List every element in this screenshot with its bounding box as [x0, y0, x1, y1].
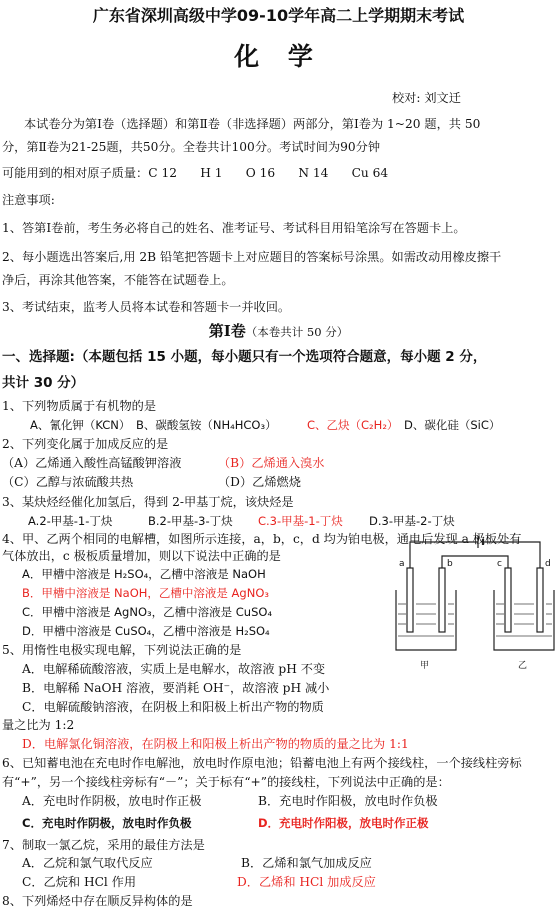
q1-stem: 1、下列物质属于有机物的是 [2, 399, 157, 413]
q2-stem: 2、下列变化属于加成反应的是 [2, 437, 169, 451]
q1-option-a: A、氰化钾（KCN） [30, 418, 131, 432]
q2-option-d: （D）乙烯燃烧 [218, 475, 301, 489]
q4-stem-line-1: 4、甲、乙两个相同的电解槽，如图所示连接，a，b，c，d 均为铂电极，通电后发现 a 极板处有 [2, 532, 522, 546]
q6-option-a: A．充电时作阴极，放电时作正极 [22, 794, 202, 808]
q4-option-c: C．甲槽中溶液是 AgNO₃，乙槽中溶液是 CuSO₄ [22, 605, 273, 619]
q6-option-b: B．充电时作阳极，放电时作负极 [258, 794, 438, 808]
atomic-masses: 可能用到的相对原子质量：C 12 H 1 O 16 N 14 Cu 64 [2, 166, 389, 180]
q3-option-c: C.3-甲基-1-丁炔 [258, 514, 343, 528]
part-one-label: 第Ⅰ卷 [208, 322, 246, 340]
note-item: 2、每小题选出答案后,用 2B 铅笔把答题卡上对应题目的答案标号涂黑。如需改动用橡皮擦干 [2, 250, 502, 264]
q6-stem-line-1: 6、已知蓄电池在充电时作电解池，放电时作原电池；铅蓄电池上有两个接线柱，一个接线柱旁标 [2, 756, 522, 770]
q3-option-d: D.3-甲基-2-丁炔 [369, 514, 455, 528]
section-heading-line-1: 一、选择题:（本题包括 15 小题，每小题只有一个选项符合题意，每小题 2 分， [2, 349, 487, 365]
q1-option-b: B、碳酸氢铵（NH₄HCO₃） [136, 418, 277, 432]
electrolysis-diagram [390, 532, 555, 682]
q1-option-c: C、乙炔（C₂H₂） [307, 418, 399, 432]
q4-option-a: A．甲槽中溶液是 H₂SO₄，乙槽中溶液是 NaOH [22, 567, 266, 581]
electrolysis-figure [390, 532, 555, 682]
q2-option-b: （B）乙烯通入溴水 [218, 456, 325, 470]
q4-stem-line-2: 气体放出，c 极板质量增加，则以下说法中正确的是 [2, 549, 281, 563]
q5-option-c-cont: 量之比为 1:2 [2, 718, 75, 732]
part-one-title [0, 323, 557, 340]
note-item: 3、考试结束，监考人员将本试卷和答题卡一并收回。 [2, 300, 291, 314]
q4-option-d: D．甲槽中溶液是 CuSO₄，乙槽中溶液是 H₂SO₄ [22, 624, 270, 638]
note-item: 净后，再涂其他答案，不能答在试题卷上。 [2, 273, 234, 287]
q3-option-a: A.2-甲基-1-丁炔 [28, 514, 113, 528]
note-item: 1、答第Ⅰ卷前，考生务必将自己的姓名、准考证号、考试科目用铅笔涂写在答题卡上。 [2, 221, 466, 235]
electrode-label-c: c [497, 559, 502, 569]
q5-stem: 5、用惰性电极实现电解，下列说法正确的是 [2, 643, 242, 657]
subject-title: 化 学 [234, 42, 323, 71]
q5-option-c: C．电解硫酸钠溶液，在阴极上和阳极上析出产物的物质 [22, 700, 324, 714]
q3-stem: 3、某炔烃经催化加氢后，得到 2-甲基丁烷，该炔烃是 [2, 495, 294, 509]
proofreader: 校对: 刘文迁 [392, 91, 461, 105]
q2-option-a: （A）乙烯通入酸性高锰酸钾溶液 [2, 456, 182, 470]
electrode-label-a: a [399, 559, 405, 569]
q7-stem: 7、制取一氯乙烷，采用的最佳方法是 [2, 838, 205, 852]
q6-option-c: C．充电时作阴极，放电时作负极 [22, 816, 192, 830]
part-one-note: （本卷共计 50 分） [245, 325, 349, 339]
q6-stem-line-2: 有“+”，另一个接线柱旁标有“－”；关于标有“+”的接线柱，下列说法中正确的是： [2, 775, 450, 789]
q3-option-b: B.2-甲基-3-丁炔 [148, 514, 233, 528]
q8-stem: 8、下列烯烃中存在顺反异构体的是 [2, 894, 193, 908]
intro-line-2: 分，第Ⅱ卷为21-25题，共50分。全卷共计100分。考试时间为90分钟 [2, 140, 381, 154]
section-heading-line-2: 共计 30 分） [2, 375, 85, 391]
q7-option-c: C．乙烷和 HCl 作用 [22, 875, 137, 889]
q7-option-a: A．乙烷和氯气取代反应 [22, 856, 153, 870]
q2-option-c: （C）乙醇与浓硫酸共热 [2, 475, 134, 489]
tank-label-left: 甲 [420, 661, 430, 671]
q5-option-b: B．电解稀 NaOH 溶液，要消耗 OH⁻，故溶液 pH 减小 [22, 681, 330, 695]
q5-option-d: D．电解氯化铜溶液，在阴极上和阳极上析出产物的物质的量之比为 1:1 [22, 737, 409, 751]
q4-option-b: B．甲槽中溶液是 NaOH，乙槽中溶液是 AgNO₃ [22, 586, 269, 600]
electrode-label-b: b [447, 559, 453, 569]
notes-heading: 注意事项: [2, 193, 55, 207]
q6-option-d: D．充电时作阳极，放电时作正极 [258, 816, 429, 830]
q1-option-d: D、碳化硅（SiC） [404, 418, 501, 432]
electrode-label-d: d [545, 559, 551, 569]
q5-option-a: A．电解稀硫酸溶液，实质上是电解水，故溶液 pH 不变 [22, 662, 326, 676]
tank-label-right: 乙 [518, 661, 528, 671]
intro-line-1: 本试卷分为第Ⅰ卷（选择题）和第Ⅱ卷（非选择题）两部分，第Ⅰ卷为 1~20 题，共 50 [24, 117, 481, 131]
exam-title: 广东省深圳高级中学09-10学年高二上学期期末考试 [92, 6, 465, 25]
q7-option-d: D．乙烯和 HCl 加成反应 [237, 875, 376, 889]
q7-option-b: B．乙烯和氯气加成反应 [241, 856, 372, 870]
